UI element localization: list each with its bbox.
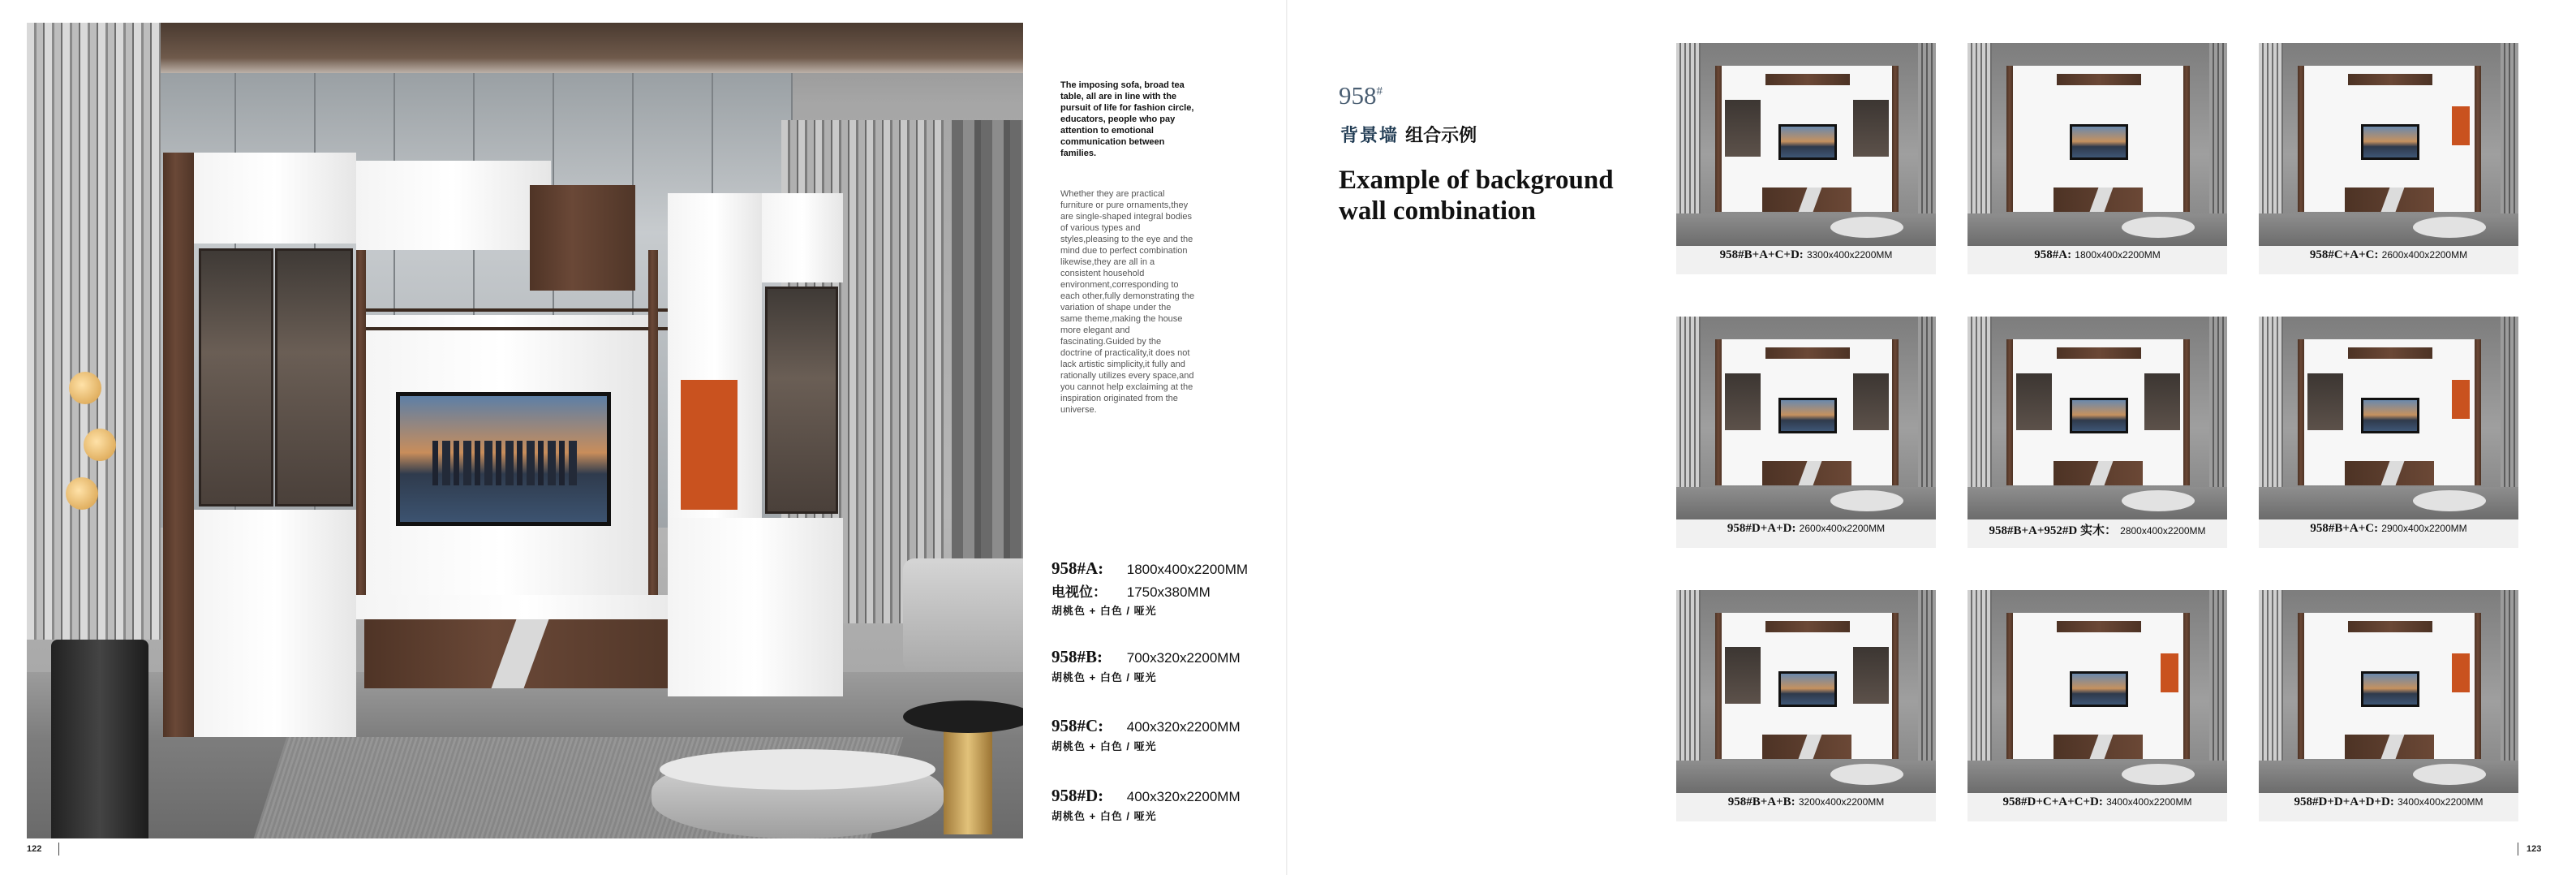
sofa (903, 558, 1023, 672)
wall-unit (1715, 339, 1899, 485)
orange-niche (681, 380, 738, 510)
thumbnail-size: 1800x400x2200MM (2075, 249, 2161, 261)
spec-model: 958#A: (1051, 558, 1104, 578)
spec-color: 胡桃色 + 白色 / 哑光 (1051, 671, 1157, 683)
thumbnail-size: 3300x400x2200MM (1806, 249, 1893, 261)
combination-thumbnail (2259, 590, 2518, 821)
body-paragraph: Whether they are practical furniture or pure ornaments,they are single-shaped integral bodies of various types and styles,pleasing to the eye and the mind due to perfect combination likewise,they are all in a consistent household environment,corresponding to each other,fully demonstrating the variation of shape under the same theme,making the house more elegant and fascinating.Guided by the doctrine of practicality,it does not lack artistic simplicity,it fully and rationally utilizes every space,and you cannot help exclaiming at the inspiration originated from the universe. (1060, 189, 1195, 415)
cabinet-top-door (194, 153, 356, 244)
series-number: 958# (1339, 81, 1383, 110)
english-title-line2: wall combination (1339, 196, 1536, 226)
thumbnail-photo (1676, 590, 1936, 793)
spec-model: 958#C: (1051, 716, 1104, 735)
wall-unit (2298, 66, 2481, 212)
wall-slats (27, 23, 161, 640)
thumbnail-photo (1967, 43, 2227, 246)
thumbnail-size: 3400x400x2200MM (2106, 796, 2192, 808)
side-table-base (944, 721, 992, 834)
english-title (1339, 165, 1614, 226)
spec-d (1051, 786, 1241, 823)
spec-sub-row (1051, 580, 1248, 601)
chinese-title (1340, 122, 1477, 147)
wood-frame (648, 250, 658, 595)
combination-thumbnail (2259, 43, 2518, 274)
wall-unit (2006, 66, 2190, 212)
spec-model: 958#B: (1051, 647, 1103, 666)
spec-b (1051, 647, 1241, 684)
thumbnail-size: 3400x400x2200MM (2398, 796, 2484, 808)
wall-unit (2006, 613, 2190, 759)
thumbnail-model: 958#D+C+A+C+D: (2002, 795, 2103, 808)
combination-thumbnail (2259, 317, 2518, 548)
thumbnail-model: 958#D+D+A+D+D: (2294, 795, 2394, 808)
spec-color: 胡桃色 + 白色 / 哑光 (1051, 810, 1157, 822)
cabinet-bottom-door (668, 518, 843, 696)
stool (51, 640, 148, 838)
wall-unit (2298, 339, 2481, 485)
thumbnail-size: 3200x400x2200MM (1798, 796, 1885, 808)
ceiling (27, 23, 1023, 73)
thumbnail-model: 958#B+A+B: (1727, 795, 1795, 808)
cabinet-bottom-door (194, 510, 356, 737)
thumbnail-caption (1967, 521, 2227, 538)
thumbnail-photo (1676, 43, 1936, 246)
english-title-line1: Example of background (1339, 166, 1614, 195)
spec-size: 1800x400x2200MM (1126, 562, 1249, 577)
thumbnail-model: 958#B+A+952#D 实木： (1989, 524, 2117, 537)
side-table (903, 700, 1023, 733)
thumbnail-model: 958#B+A+C: (2310, 522, 2379, 535)
thumbnail-size: 2600x400x2200MM (1799, 523, 1886, 534)
thumbnail-size: 2800x400x2200MM (2120, 525, 2206, 537)
shelf (356, 327, 697, 330)
thumbnail-caption (1967, 795, 2227, 809)
combination-thumbnail (1967, 43, 2227, 274)
curtain (952, 120, 1023, 623)
cabinet-top-door (762, 193, 843, 282)
thumbnail-photo (1967, 317, 2227, 519)
thumbnail-photo (2259, 590, 2518, 793)
combination-thumbnail (1676, 317, 1936, 548)
thumbnail-caption (2259, 248, 2518, 262)
wood-panel (530, 185, 635, 291)
spec-c (1051, 716, 1241, 753)
combination-thumbnail (1967, 317, 2227, 548)
thumbnail-photo (2259, 43, 2518, 246)
chinese-title-b: 组合示例 (1405, 125, 1477, 145)
thumbnail-photo (1967, 590, 2227, 793)
glass-door (765, 287, 838, 514)
cabinet-side-panel (163, 153, 194, 737)
page-number-divider (58, 843, 59, 856)
television (396, 392, 611, 526)
glass-door (275, 248, 353, 506)
thumbnail-size: 2900x400x2200MM (2381, 523, 2467, 534)
thumbnail-size: 2600x400x2200MM (2381, 249, 2468, 261)
intro-paragraph: The imposing sofa, broad tea table, all are in line with the pursuit of life for fashion circle, educators, people who pay attention to emotional communication between families. (1060, 80, 1194, 158)
wall-unit (1715, 613, 1899, 759)
series-mark: # (1376, 84, 1383, 98)
thumbnail-photo (1676, 317, 1936, 519)
spec-a (1051, 558, 1248, 618)
thumbnail-caption (1676, 521, 1936, 536)
pendant-lamp (69, 372, 101, 404)
tv-console-top (356, 595, 697, 619)
combination-thumbnail (1676, 590, 1936, 821)
spec-size: 400x320x2200MM (1126, 789, 1241, 804)
wall-unit (1715, 66, 1899, 212)
living-room-photo (27, 23, 1023, 838)
thumbnail-model: 958#A: (2034, 248, 2072, 261)
chinese-title-a: 背景墙 (1340, 125, 1400, 145)
thumbnail-model: 958#C+A+C: (2309, 248, 2379, 261)
thumbnail-photo (2259, 317, 2518, 519)
wall-unit (2006, 339, 2190, 485)
combination-thumbnail (1967, 590, 2227, 821)
spec-size: 700x320x2200MM (1126, 650, 1241, 666)
page-number-right: 123 (2527, 844, 2542, 854)
thumbnail-caption (1676, 248, 1936, 262)
thumbnail-model: 958#B+A+C+D: (1719, 248, 1804, 261)
spec-sub-size: 1750x380MM (1126, 584, 1211, 600)
thumbnail-model: 958#D+A+D: (1727, 522, 1796, 535)
spec-color: 胡桃色 + 白色 / 哑光 (1051, 605, 1157, 617)
spec-size: 400x320x2200MM (1126, 719, 1241, 735)
glass-door (199, 248, 273, 506)
spec-color: 胡桃色 + 白色 / 哑光 (1051, 740, 1157, 752)
thumbnail-caption (1967, 248, 2227, 262)
shelf (356, 308, 697, 312)
spec-sub-label: 电视位： (1051, 584, 1107, 600)
page-number-left: 122 (27, 844, 42, 854)
wall-unit (2298, 613, 2481, 759)
combination-thumbnail (1676, 43, 1936, 274)
cabinet-top-door (356, 161, 551, 250)
spec-model: 958#D: (1051, 786, 1104, 805)
pendant-lamp (84, 429, 116, 461)
pendant-lamp (66, 477, 98, 510)
coffee-table-top (660, 749, 935, 790)
thumbnail-caption (1676, 795, 1936, 809)
wood-frame (356, 250, 366, 595)
thumbnail-caption (2259, 521, 2518, 536)
thumbnail-caption (2259, 795, 2518, 809)
